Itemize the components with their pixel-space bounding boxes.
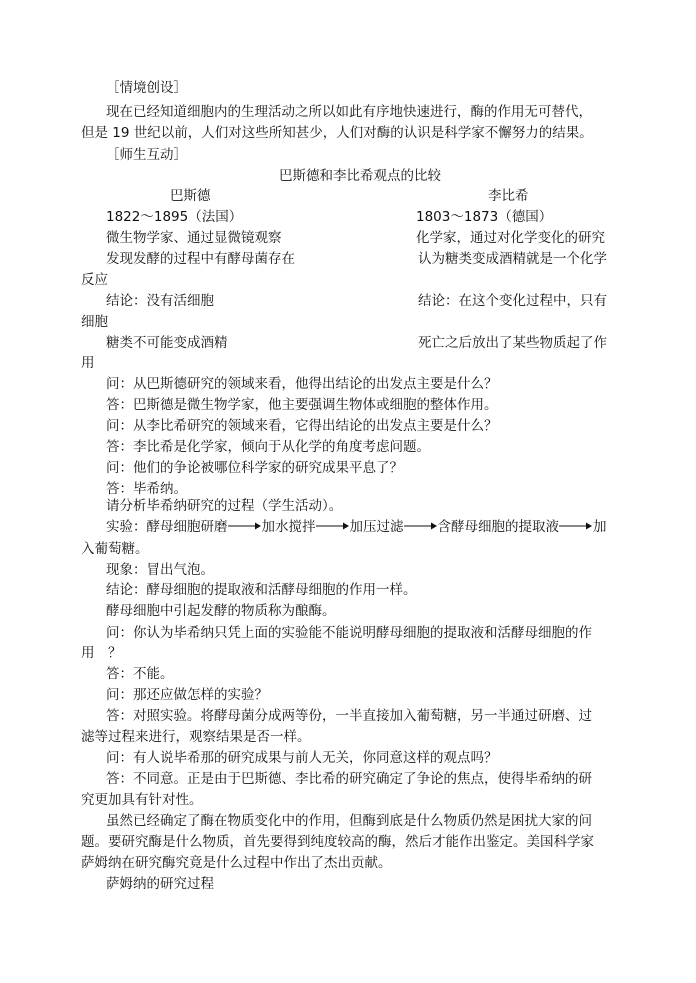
zymase-line: 酵母细胞中引起发酵的物质称为酿酶。	[106, 603, 336, 619]
left-conclusion: 结论：没有活细胞	[106, 293, 214, 309]
right-name: 李比希	[488, 188, 529, 204]
experiment-step-3: 含酵母细胞的提取液	[437, 519, 559, 535]
right-conclusion-wrap: 细胞	[81, 314, 108, 330]
left-finding: 发现发酵的过程中有酵母菌存在	[106, 251, 295, 267]
right-extra: 死亡之后放出了某些物质起了作	[418, 335, 607, 351]
arrow-icon	[316, 521, 350, 531]
closing-line-2: 题。要研究酶是什么物质，首先要得到纯度较高的酶，然后才能作出鉴定。美国科学家	[81, 834, 594, 850]
qa-line-5: 问：他们的争论被哪位科学家的研究成果平息了？	[106, 460, 403, 476]
right-years: 1803～1873（德国）	[416, 209, 553, 225]
a3-line-1: 答：不同意。正是由于巴斯德、李比希的研究确定了争论的焦点，使得毕希纳的研	[106, 771, 592, 787]
a1-line: 答：不能。	[106, 666, 174, 682]
left-conclusion-wrap: 糖类不可能变成酒精	[106, 335, 228, 351]
qa-line-3: 问：从李比希研究的领域来看，它得出结论的出发点主要是什么？	[106, 418, 498, 434]
qa-line-7: 请分析毕希纳研究的过程（学生活动）。	[106, 498, 343, 514]
left-field: 微生物学家、通过显微镜观察	[106, 230, 282, 246]
result-line: 结论：酵母细胞的提取液和活酵母细胞的作用一样。	[106, 582, 417, 598]
experiment-wrap: 入葡萄糖。	[81, 541, 149, 557]
intro-line-2: 但是 19 世纪以前，人们对这些所知甚少，人们对酶的认识是科学家不懈努力的结果。	[81, 125, 593, 141]
closing-line-4: 萨姆纳的研究过程	[106, 876, 214, 892]
a3-line-2: 究更加具有针对性。	[81, 792, 203, 808]
closing-line-1: 虽然已经确定了酶在物质变化中的作用，但酶到底是什么物质仍然是困扰大家的问	[106, 813, 592, 829]
intro-line-1: 现在已经知道细胞内的生理活动之所以如此有序地快速进行，酶的作用无可替代，	[106, 104, 592, 120]
arrow-icon	[559, 521, 593, 531]
qa-line-1: 问：从巴斯德研究的领域来看，他得出结论的出发点主要是什么？	[106, 376, 498, 392]
left-years: 1822～1895（法国）	[106, 209, 243, 225]
right-finding-wrap: 反应	[81, 272, 108, 288]
q2-line: 问：那还应做怎样的实验？	[106, 687, 268, 703]
qa-line-6: 答：毕希纳。	[106, 481, 187, 497]
right-field: 化学家，通过对化学变化的研究	[416, 230, 605, 246]
left-name: 巴斯德	[170, 188, 211, 204]
experiment-step-2: 加压过滤	[349, 519, 404, 535]
experiment-flow	[106, 517, 607, 537]
experiment-label: 实验：酵母细胞研磨	[106, 519, 228, 535]
arrow-icon	[228, 521, 262, 531]
q1-line-1: 问：你认为毕希纳只凭上面的实验能不能说明酵母细胞的提取液和活酵母细胞的作	[106, 625, 592, 641]
q1-line-2: 用 ？	[81, 645, 122, 661]
experiment-step-1: 加水搅拌	[261, 519, 316, 535]
a2-line-1: 答：对照实验。将酵母菌分成两等份，一半直接加入葡萄糖，另一半通过研磨、过	[106, 708, 592, 724]
comparison-title: 巴斯德和李比希观点的比较	[279, 168, 441, 184]
section-header-scenario: ［情境创设］	[106, 80, 187, 96]
right-finding: 认为糖类变成酒精就是一个化学	[418, 251, 607, 267]
a2-line-2: 滤等过程来进行，观察结果是否一样。	[81, 729, 311, 745]
qa-line-2: 答：巴斯德是微生物学家，他主要强调生物体或细胞的整体作用。	[106, 397, 498, 413]
closing-line-3: 萨姆纳在研究酶究竟是什么过程中作出了杰出贡献。	[81, 855, 392, 871]
arrow-icon	[404, 521, 438, 531]
right-extra-wrap: 用	[81, 355, 95, 371]
experiment-step-4: 加	[593, 519, 607, 535]
phenomenon-line: 现象：冒出气泡。	[106, 562, 214, 578]
q3-line: 问：有人说毕希那的研究成果与前人无关，你同意这样的观点吗？	[106, 750, 498, 766]
right-conclusion: 结论：在这个变化过程中，只有	[418, 293, 607, 309]
section-header-interaction: ［师生互动］	[106, 147, 187, 163]
qa-line-4: 答：李比希是化学家，倾向于从化学的角度考虑问题。	[106, 439, 430, 455]
